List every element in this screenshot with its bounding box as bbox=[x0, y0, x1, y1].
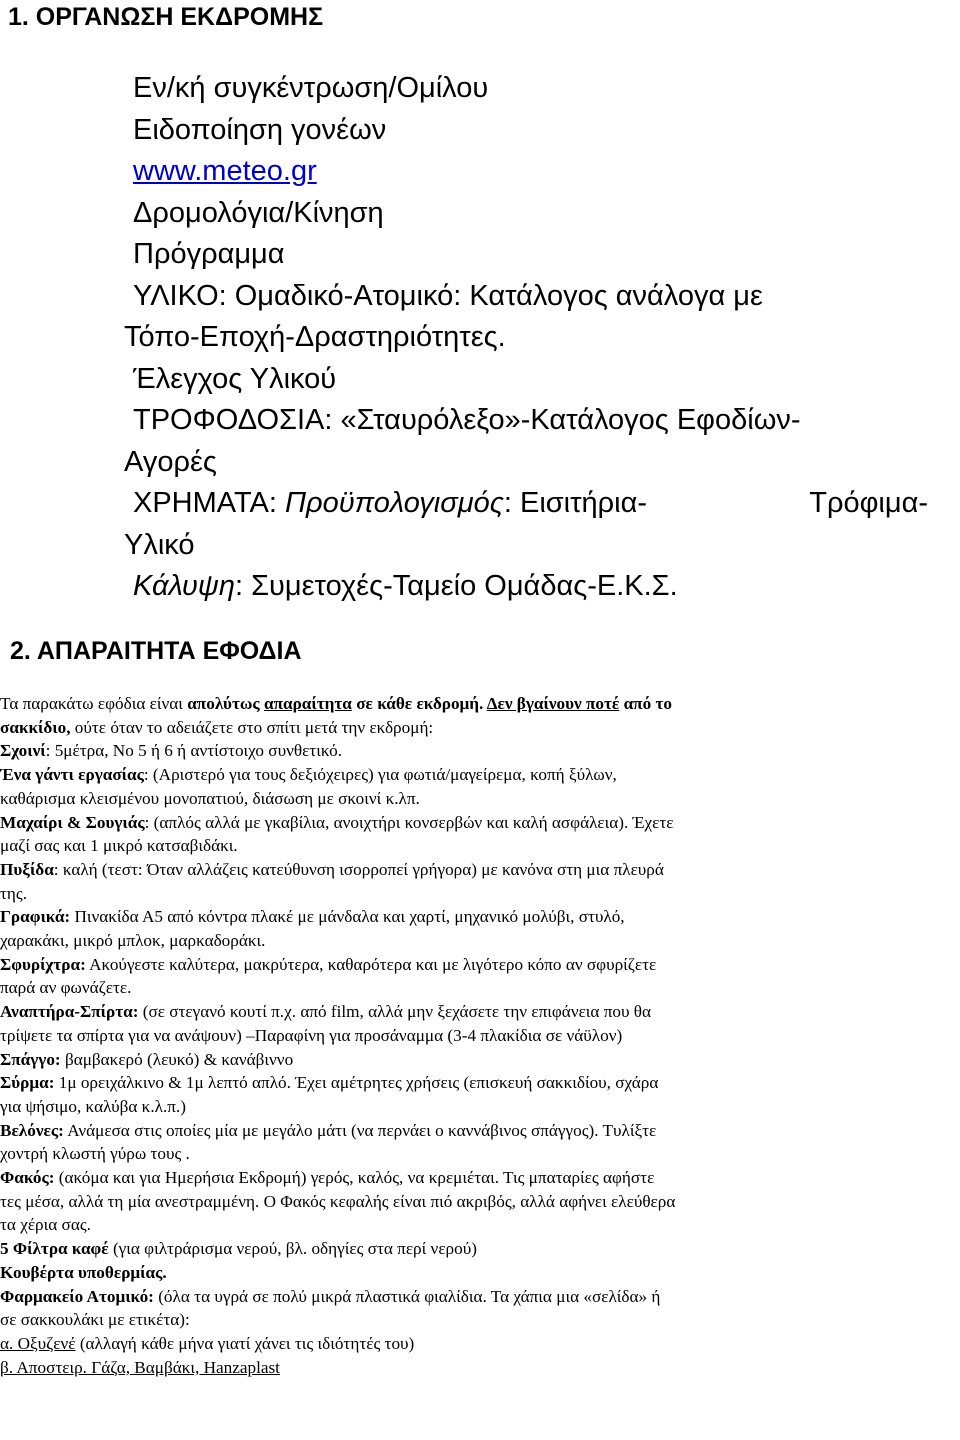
list-item: χαρακάκι, μικρό μπλοκ, μαρκαδοράκι. bbox=[0, 931, 266, 951]
section-2-body bbox=[0, 692, 960, 1379]
list-item: της. bbox=[0, 883, 27, 903]
list-item: Πυξίδα: καλή (τεστ: Όταν αλλάζεις κατεύθυνση ισορροπεί γρήγορα) με κανόνα στη μια πλευρά bbox=[0, 859, 664, 879]
list-item: Κουβέρτα υποθερμίας. bbox=[0, 1262, 167, 1282]
list-item: χοντρή κλωστή γύρω τους . bbox=[0, 1144, 190, 1164]
list-item: Ειδοποίηση γονέων bbox=[133, 113, 387, 146]
list-item: Γραφικά: Πινακίδα Α5 από κόντρα πλακέ με μάνδαλα και χαρτί, μηχανικό μολύβι, στυλό, bbox=[0, 907, 625, 927]
list-item: σε σακκουλάκι με ετικέτα): bbox=[0, 1310, 190, 1330]
list-item: καθάρισμα κλεισμένου μονοπατιού, διάσωση με σκοινί κ.λπ. bbox=[0, 788, 420, 808]
list-item: Πρόγραμμα bbox=[133, 238, 285, 270]
list-item: Ένα γάντι εργασίας: (Αριστερό για τους δεξιόχειρες) για φωτιά/μαγείρεμα, κοπή ξύλων, bbox=[0, 765, 617, 785]
list-item: για ψήσιμο, καλύβα κ.λ.π.) bbox=[0, 1096, 186, 1116]
list-item: Σπάγγο: βαμβακερό (λευκό) & κανάβιννο bbox=[0, 1049, 294, 1069]
list-item: τρίψετε τα σπίρτα για να ανάψουν) –Παραφίνη για προσάναμμα (3-4 πλακίδια σε νάϋλον) bbox=[0, 1025, 623, 1045]
list-item: Σχοινί: 5μέτρα, Νο 5 ή 6 ή αντίστοιχο συνθετικό. bbox=[0, 741, 342, 761]
list-item: τα χέρια σας. bbox=[0, 1215, 91, 1235]
intro-paragraph-2: σακκίδιο, ούτε όταν το αδειάζετε στο σπίτι μετά την εκδρομή: bbox=[0, 717, 434, 737]
list-item: τες μέσα, αλλά τη μία ανεστραμμένη. Ο Φακός κεφαλής είναι πιό ακριβός, αλλά αφήνει ελεύθερα bbox=[0, 1191, 676, 1211]
list-item: Μαχαίρι & Σουγιάς: (απλός αλλά με γκαβίλια, ανοιχτήρι κονσερβών και καλή ασφάλεια). Έχετε bbox=[0, 812, 674, 832]
section-2-title: 2. ΑΠΑΡΑΙΤΗΤΑ ΕΦΟΔΙΑ bbox=[10, 637, 302, 665]
food-label: Τρόφιμα- bbox=[809, 487, 928, 519]
first-aid-item: β. Αποστειρ. Γάζα, Βαμβάκι, Hanzaplast bbox=[0, 1357, 280, 1377]
list-item: Έλεγχος Υλικού bbox=[133, 362, 337, 395]
meteo-link[interactable]: www.meteo.gr bbox=[133, 155, 317, 187]
list-item: ΧΡΗΜΑΤΑ: Προϋπολογισμός: Εισιτήρια- Τρόφιμα- bbox=[0, 483, 960, 525]
list-item: Αναπτήρα-Σπίρτα: (σε στεγανό κουτί π.χ. από film, αλλά μην ξεχάσετε την επιφάνεια που θα bbox=[0, 1002, 652, 1022]
section-1-title: 1. ΟΡΓΑΝΩΣΗ ΕΚΔΡΟΜΗΣ bbox=[8, 3, 324, 31]
list-item: Αγορές bbox=[124, 445, 217, 478]
list-item: Φακός: (ακόμα και για Ημερήσια Εκδρομή) γερός, καλός, να κρεμιέται. Τις μπαταρίες αφήστε bbox=[0, 1168, 655, 1188]
list-item: Τόπο-Εποχή-Δραστηριότητες. bbox=[124, 321, 506, 353]
list-item: Σύρμα: 1μ ορειχάλκινο & 1μ λεπτό απλό. Έχει αμέτρητες χρήσεις (επισκευή σακκιδίου, σχάρα bbox=[0, 1073, 659, 1093]
list-item: ΥΛΙΚΟ: Ομαδικό-Ατομικό: Κατάλογος ανάλογα με bbox=[133, 279, 763, 312]
list-item: Φαρμακείο Ατομικό: (όλα τα υγρά σε πολύ μικρά πλαστικά φιαλίδια. Τα χάπια μια «σελίδα» ή bbox=[0, 1286, 661, 1306]
list-item: Βελόνες: Ανάμεσα στις οποίες μία με μεγάλο μάτι (να περνάει ο καννάβινος σπάγγος). Τυλίξτε bbox=[0, 1120, 657, 1140]
list-item: 5 Φίλτρα καφέ (για φιλτράρισμα νερού, βλ. οδηγίες στα περί νερού) bbox=[0, 1239, 477, 1259]
list-item: μαζί σας και 1 μικρό κατσαβιδάκι. bbox=[0, 836, 238, 856]
list-item: Δρομολόγια/Κίνηση bbox=[133, 196, 384, 229]
list-item: Υλικό bbox=[124, 528, 195, 561]
list-item: Σφυρίχτρα: Ακούγεστε καλύτερα, μακρύτερα, καθαρότερα και με λιγότερο κόπο αν σφυρίζετε bbox=[0, 954, 657, 974]
intro-paragraph: Τα παρακάτω εφόδια είναι απολύτως απαραίτητα σε κάθε εκδρομή. Δεν βγαίνουν ποτέ από το bbox=[0, 694, 672, 713]
section-1-list bbox=[0, 68, 960, 608]
list-item: Κάλυψη: Συμετοχές-Ταμείο Ομάδας-Ε.Κ.Σ. bbox=[133, 570, 678, 602]
list-item: Εν/κή συγκέντρωση/Ομίλου bbox=[133, 72, 489, 104]
list-item bbox=[0, 151, 960, 193]
first-aid-item: α. Οξυζενέ (αλλαγή κάθε μήνα γιατί χάνει τις ιδιότητές του) bbox=[0, 1333, 415, 1353]
list-item: παρά αν φωνάζετε. bbox=[0, 978, 132, 998]
list-item: ΤΡΟΦΟΔΟΣΙΑ: «Σταυρόλεξο»-Κατάλογος Εφοδίων- bbox=[133, 404, 801, 436]
